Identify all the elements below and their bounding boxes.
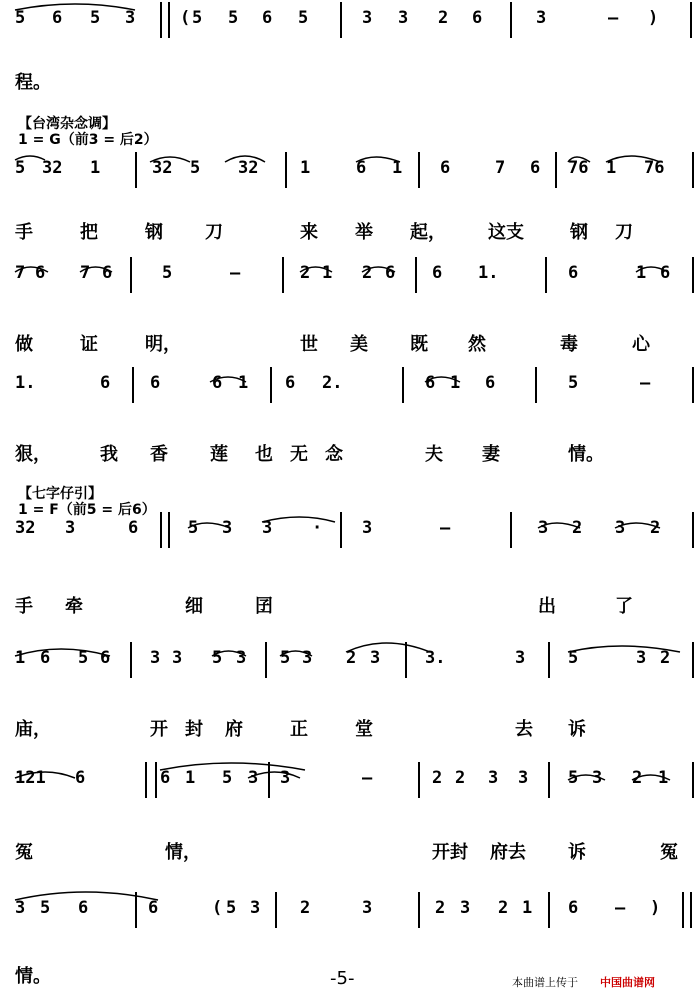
- note: 6: [530, 158, 541, 178]
- note: 5: [226, 898, 237, 918]
- note: 3: [636, 648, 647, 668]
- note: 3: [236, 648, 247, 668]
- note: 6: [432, 263, 443, 283]
- note: 6: [160, 768, 171, 788]
- lyric: 诉: [568, 842, 586, 863]
- note: 2: [572, 518, 583, 538]
- note: 6: [102, 263, 113, 283]
- note: 32: [15, 518, 36, 538]
- note: –: [640, 373, 651, 393]
- lyric: 出: [538, 596, 556, 617]
- note: 5: [15, 8, 26, 28]
- lyric: 刀: [205, 222, 223, 243]
- lyric: 封: [185, 719, 203, 740]
- lyric: 心: [632, 334, 650, 355]
- note: 6: [128, 518, 139, 538]
- note: –: [440, 518, 451, 538]
- lyric: 情，: [165, 842, 201, 863]
- note: 3: [248, 768, 259, 788]
- note: 6: [472, 8, 483, 28]
- lyric: 夫: [425, 444, 443, 465]
- note: 5: [78, 648, 89, 668]
- note: 3: [362, 898, 373, 918]
- lyric: 手: [15, 222, 33, 243]
- note: 32: [152, 158, 173, 178]
- note: 5: [188, 518, 199, 538]
- page-number: -5-: [330, 968, 355, 989]
- note: 3: [222, 518, 233, 538]
- note: 3: [250, 898, 261, 918]
- lyric: 举: [355, 222, 373, 243]
- note: 3: [362, 518, 373, 538]
- note: 6: [568, 898, 579, 918]
- note: 6: [568, 263, 579, 283]
- lyric: 然: [468, 334, 486, 355]
- note: 32: [42, 158, 63, 178]
- lyric: 做: [15, 334, 33, 355]
- note: 6: [285, 373, 296, 393]
- lyric: 来: [300, 222, 318, 243]
- note: 1.: [15, 373, 36, 393]
- footer-text: 本曲谱上传于: [512, 976, 578, 989]
- note: 6: [150, 373, 161, 393]
- note: 1: [185, 768, 196, 788]
- note: 3: [172, 648, 183, 668]
- note: 32: [238, 158, 259, 178]
- note: 3: [302, 648, 313, 668]
- note: 3: [488, 768, 499, 788]
- lyric: 庙，: [15, 719, 51, 740]
- lyric: 证: [80, 334, 98, 355]
- note: 5: [298, 8, 309, 28]
- lyric: 开封: [432, 842, 468, 863]
- note: –: [615, 898, 626, 918]
- lyric: 世: [300, 334, 318, 355]
- note: –: [362, 768, 373, 788]
- lyric: 香: [150, 444, 168, 465]
- note: 5: [212, 648, 223, 668]
- note: 6: [660, 263, 671, 283]
- lyric: 囝: [255, 596, 273, 617]
- note: 3: [15, 898, 26, 918]
- lyric: 了: [615, 596, 633, 617]
- lyric: 美: [350, 334, 368, 355]
- note: 2: [455, 768, 466, 788]
- lyric: 程。: [15, 72, 51, 93]
- lyric: 也: [255, 444, 273, 465]
- lyric: 我: [100, 444, 118, 465]
- note: 2: [438, 8, 449, 28]
- note: 3: [515, 648, 526, 668]
- note: 5: [228, 8, 239, 28]
- note: 3: [262, 518, 273, 538]
- note: 1: [322, 263, 333, 283]
- note: –: [230, 263, 241, 283]
- note: 76: [644, 158, 665, 178]
- note: 2: [660, 648, 671, 668]
- note: 6: [425, 373, 436, 393]
- note: 3: [518, 768, 529, 788]
- note: 7: [15, 263, 26, 283]
- footer-logo: 中国曲谱网: [600, 976, 655, 989]
- lyric: 正: [290, 719, 308, 740]
- note: 7: [495, 158, 506, 178]
- lyric: 把: [80, 222, 98, 243]
- note: 5: [90, 8, 101, 28]
- lyric: 诉: [568, 719, 586, 740]
- note: 2: [632, 768, 643, 788]
- note: ): [650, 898, 661, 918]
- note: 1: [15, 648, 26, 668]
- note: 6: [385, 263, 396, 283]
- lyric: 妻: [482, 444, 500, 465]
- note: 1: [450, 373, 461, 393]
- note: 6: [356, 158, 367, 178]
- note: 5: [568, 648, 579, 668]
- lyric: 堂: [355, 719, 373, 740]
- note: 1: [522, 898, 533, 918]
- lyric: 细: [185, 596, 203, 617]
- note: 2: [432, 768, 443, 788]
- note: 1.: [478, 263, 499, 283]
- key-signature: 1 = G（前3 = 后2）: [18, 132, 158, 148]
- note: 3: [65, 518, 76, 538]
- note: 7: [80, 263, 91, 283]
- note: 6: [100, 373, 111, 393]
- lyric: 冤: [15, 842, 33, 863]
- note: (: [212, 898, 223, 918]
- note: –: [608, 8, 619, 28]
- lyric: 情。: [15, 966, 51, 987]
- note: 1: [606, 158, 617, 178]
- note: 1: [392, 158, 403, 178]
- lyric: 牵: [65, 596, 83, 617]
- lyric: 狠，: [15, 444, 51, 465]
- lyric: 手: [15, 596, 33, 617]
- note: 3: [362, 8, 373, 28]
- lyric: 明，: [145, 334, 181, 355]
- note: 6: [148, 898, 159, 918]
- lyric: 府去: [490, 842, 526, 863]
- lyric: 起，: [410, 222, 446, 243]
- note: 1: [90, 158, 101, 178]
- note: 3: [538, 518, 549, 538]
- note: ·: [312, 518, 323, 538]
- lyric: 毒: [560, 334, 578, 355]
- note: 6: [212, 373, 223, 393]
- lyric: 府: [225, 719, 243, 740]
- note: (: [180, 8, 191, 28]
- note: 5: [568, 373, 579, 393]
- note: 3: [280, 768, 291, 788]
- lyric: 去: [515, 719, 533, 740]
- note: 6: [485, 373, 496, 393]
- note: 3: [460, 898, 471, 918]
- note: 6: [440, 158, 451, 178]
- note: 6: [35, 263, 46, 283]
- note: 2: [346, 648, 357, 668]
- note: 1: [300, 158, 311, 178]
- note: 5: [190, 158, 201, 178]
- section-label: 【台湾杂念调】: [18, 116, 116, 132]
- lyric: 无: [290, 444, 308, 465]
- note: 1: [238, 373, 249, 393]
- note: 2.: [322, 373, 343, 393]
- note: 5: [15, 158, 26, 178]
- note: 3: [536, 8, 547, 28]
- note: 3.: [425, 648, 446, 668]
- lyric: 莲: [210, 444, 228, 465]
- note: 121: [15, 768, 46, 788]
- lyric: 念: [325, 444, 343, 465]
- lyric: 钢: [570, 222, 588, 243]
- note: 6: [262, 8, 273, 28]
- lyric: 开: [150, 719, 168, 740]
- note: 5: [280, 648, 291, 668]
- note: 76: [568, 158, 589, 178]
- section-label: 【七字仔引】: [18, 486, 102, 502]
- note: 3: [150, 648, 161, 668]
- lyric: 刀: [615, 222, 633, 243]
- note: 2: [300, 263, 311, 283]
- note: 2: [435, 898, 446, 918]
- note: 3: [615, 518, 626, 538]
- note: 3: [370, 648, 381, 668]
- lyric: 钢: [145, 222, 163, 243]
- note: 5: [568, 768, 579, 788]
- lyric: 情。: [568, 444, 604, 465]
- note: 3: [125, 8, 136, 28]
- note: 6: [78, 898, 89, 918]
- note: 6: [75, 768, 86, 788]
- lyric: 这支: [488, 222, 524, 243]
- note: 2: [300, 898, 311, 918]
- note: 6: [40, 648, 51, 668]
- note: 3: [592, 768, 603, 788]
- note: 6: [100, 648, 111, 668]
- note: 5: [192, 8, 203, 28]
- note: 5: [162, 263, 173, 283]
- note: 2: [362, 263, 373, 283]
- lyric: 冤: [660, 842, 678, 863]
- note: 5: [40, 898, 51, 918]
- note: 2: [498, 898, 509, 918]
- lyric: 既: [410, 334, 428, 355]
- note: 2: [650, 518, 661, 538]
- note: 1: [658, 768, 669, 788]
- note: 1: [636, 263, 647, 283]
- note: 3: [398, 8, 409, 28]
- note: 6: [52, 8, 63, 28]
- note: 5: [222, 768, 233, 788]
- note: ): [648, 8, 659, 28]
- key-signature: 1 = F（前5 = 后6）: [18, 502, 156, 518]
